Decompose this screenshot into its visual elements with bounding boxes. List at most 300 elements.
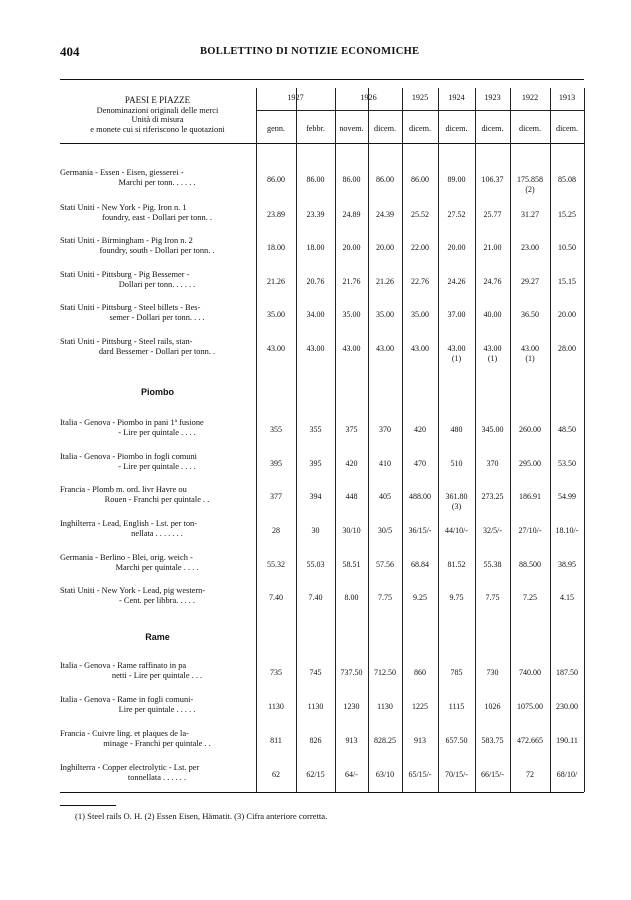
cell-value: 860 bbox=[414, 668, 426, 677]
cell-value: 30 bbox=[311, 526, 320, 535]
month-header: dicem. bbox=[408, 124, 432, 133]
cell-value: 85.08 bbox=[558, 175, 576, 184]
cell-value: 68/10/ bbox=[556, 770, 578, 779]
row-label bbox=[60, 270, 254, 290]
row-label-line2: semer - Dollari per tonn. . . . bbox=[109, 313, 205, 322]
section-rame: Rame bbox=[145, 632, 170, 642]
cell-value: 43.00 bbox=[411, 344, 429, 353]
table-cell bbox=[510, 492, 550, 502]
cell-value: 18.00 bbox=[306, 243, 325, 252]
row-label-line1: Stati Uniti - New York - Pig. Iron n. 1 bbox=[60, 203, 187, 212]
row-label bbox=[60, 729, 254, 749]
table-cell bbox=[368, 770, 402, 780]
month-header: dicem. bbox=[555, 124, 579, 133]
cell-value: 86.00 bbox=[342, 175, 361, 184]
row-label-line1: Inghilterra - Copper electrolytic - Lst. per bbox=[60, 763, 200, 772]
row-label-line2: - Lire per quintale . . . . bbox=[118, 462, 196, 471]
table-cell bbox=[550, 210, 584, 220]
row-label bbox=[60, 553, 254, 573]
table-cell bbox=[402, 344, 438, 354]
cell-value: 470 bbox=[414, 459, 426, 468]
cell-value: 44/10/- bbox=[444, 526, 469, 535]
cell-value: 370 bbox=[486, 459, 499, 468]
table-cell bbox=[256, 310, 296, 320]
cell-value: 448 bbox=[345, 492, 358, 501]
cell-value: 43.00 bbox=[483, 344, 502, 353]
cell-value: 35.00 bbox=[342, 310, 361, 319]
cell-value: 913 bbox=[345, 736, 358, 745]
table-cell bbox=[296, 243, 335, 253]
cell-footnote-ref: (1) bbox=[451, 354, 462, 363]
table-cell bbox=[256, 459, 296, 469]
table-bottom-rule bbox=[60, 792, 584, 793]
cell-value: 28 bbox=[272, 526, 280, 535]
table-cell bbox=[475, 736, 510, 746]
cell-value: 66/15/- bbox=[480, 770, 505, 779]
table-cell bbox=[296, 277, 335, 287]
table-cell bbox=[438, 526, 475, 536]
cell-value: 828.25 bbox=[374, 736, 396, 745]
cell-value: 187.50 bbox=[556, 668, 578, 677]
table-cell bbox=[368, 277, 402, 287]
table-cell bbox=[256, 526, 296, 536]
cell-value: 63/10 bbox=[375, 770, 395, 779]
cell-value: 24.26 bbox=[447, 277, 466, 286]
column-divider bbox=[296, 88, 297, 792]
table-cell bbox=[296, 702, 335, 712]
row-label-line2: foundry, east - Dollari per tonn. . bbox=[102, 213, 212, 222]
header-line3: e monete cui si riferiscono le quotazioni bbox=[90, 125, 225, 134]
table-cell bbox=[550, 277, 584, 287]
table-cell bbox=[475, 425, 510, 435]
cell-value: 37.00 bbox=[447, 310, 466, 319]
cell-value: 43.00 bbox=[342, 344, 361, 353]
cell-value: 785 bbox=[450, 668, 463, 677]
column-divider bbox=[584, 88, 585, 792]
table-cell bbox=[438, 459, 475, 469]
cell-value: 730 bbox=[486, 668, 499, 677]
table-cell bbox=[475, 526, 510, 536]
table-cell bbox=[438, 425, 475, 435]
cell-value: 377 bbox=[270, 492, 282, 501]
cell-value: 81.52 bbox=[447, 560, 466, 569]
row-label bbox=[60, 303, 254, 323]
cell-value: 410 bbox=[379, 459, 391, 468]
cell-value: 30/5 bbox=[377, 526, 393, 535]
cell-value: 35.00 bbox=[411, 310, 429, 319]
row-label-line2: netti - Lire per quintale . . . bbox=[111, 671, 203, 680]
row-label-line2: Marchi per tonn. . . . . . bbox=[118, 178, 196, 187]
table-cell bbox=[256, 277, 296, 287]
cell-value: 36.50 bbox=[521, 310, 539, 319]
table-cell bbox=[256, 344, 296, 354]
cell-value: 18.00 bbox=[267, 243, 285, 252]
table-cell bbox=[550, 175, 584, 185]
table-cell bbox=[438, 492, 475, 512]
table-cell bbox=[335, 277, 368, 287]
cell-value: 1225 bbox=[412, 702, 428, 711]
cell-value: 20.00 bbox=[558, 310, 576, 319]
table-cell bbox=[550, 560, 584, 570]
row-label-line1: Stati Uniti - Birmingham - Pig Iron n. 2 bbox=[60, 236, 193, 245]
header-line1: Denominazioni originali delle merci bbox=[96, 106, 219, 115]
month-header: dicem. bbox=[518, 124, 542, 133]
row-label bbox=[60, 763, 254, 783]
running-head: BOLLETTINO DI NOTIZIE ECONOMICHE bbox=[200, 46, 420, 57]
year-month-divider bbox=[256, 110, 584, 111]
cell-value: 70/15/- bbox=[444, 770, 469, 779]
footnote: (1) Steel rails O. H. (2) Essen Eisen, Hämatit. (3) Cifra anteriore corretta. bbox=[75, 811, 328, 821]
column-divider bbox=[438, 88, 439, 792]
cell-value: 7.75 bbox=[378, 593, 392, 602]
table-cell bbox=[402, 425, 438, 435]
cell-value: 21.76 bbox=[342, 277, 361, 286]
year-header: 1924 bbox=[448, 93, 465, 102]
table-cell bbox=[335, 770, 368, 780]
table-cell bbox=[550, 770, 584, 780]
month-header: dicem. bbox=[481, 124, 504, 133]
table-cell bbox=[296, 492, 335, 502]
row-label-line1: Inghilterra - Lead, English - Lst. per ton- bbox=[60, 519, 197, 528]
table-cell bbox=[550, 526, 584, 536]
cell-value: 186.91 bbox=[519, 492, 541, 501]
cell-value: 1026 bbox=[484, 702, 501, 711]
table-cell bbox=[510, 344, 550, 364]
table-cell bbox=[475, 344, 510, 364]
row-label bbox=[60, 586, 254, 606]
cell-value: 53.50 bbox=[558, 459, 576, 468]
table-cell bbox=[368, 310, 402, 320]
table-cell bbox=[296, 175, 335, 185]
table-cell bbox=[438, 560, 475, 570]
table-cell bbox=[438, 770, 475, 780]
row-label-line2: tonnellata . . . . . . bbox=[127, 773, 187, 782]
row-label-line2: dard Bessemer - Dollari per tonn. . bbox=[98, 347, 216, 356]
cell-value: 355 bbox=[270, 425, 282, 434]
table-cell bbox=[550, 736, 584, 746]
cell-value: 23.89 bbox=[267, 210, 285, 219]
cell-value: 583.75 bbox=[481, 736, 504, 745]
cell-value: 472.665 bbox=[517, 736, 543, 745]
row-label bbox=[60, 168, 254, 188]
row-label-line2: Marchi per quintale . . . . bbox=[115, 563, 199, 572]
row-label-line2: Dollari per tonn. . . . . . bbox=[118, 280, 196, 289]
cell-value: 355 bbox=[309, 425, 322, 434]
cell-value: 106.37 bbox=[481, 175, 504, 184]
table-cell bbox=[402, 560, 438, 570]
table-cell bbox=[550, 702, 584, 712]
cell-value: 15.25 bbox=[558, 210, 576, 219]
cell-value: 88.500 bbox=[519, 560, 541, 569]
table-cell bbox=[296, 310, 335, 320]
column-divider bbox=[368, 88, 369, 792]
cell-value: 4.15 bbox=[560, 593, 574, 602]
table-cell bbox=[510, 175, 550, 195]
cell-value: 27/10/- bbox=[518, 526, 542, 535]
table-cell bbox=[475, 560, 510, 570]
table-cell bbox=[256, 770, 296, 780]
table-cell bbox=[438, 310, 475, 320]
cell-value: 34.00 bbox=[306, 310, 325, 319]
cell-value: 230.00 bbox=[556, 702, 578, 711]
table-cell bbox=[438, 593, 475, 603]
table-cell bbox=[256, 425, 296, 435]
row-label-line1: Francia - Plomb m. ord. livr Havre ou bbox=[60, 485, 187, 494]
cell-value: 21.26 bbox=[267, 277, 285, 286]
row-label bbox=[60, 452, 254, 472]
cell-value: 55.38 bbox=[483, 560, 502, 569]
table-cell bbox=[475, 593, 510, 603]
row-label bbox=[60, 337, 254, 357]
table-cell bbox=[510, 459, 550, 469]
table-cell bbox=[296, 668, 335, 678]
table-cell bbox=[402, 277, 438, 287]
cell-value: 811 bbox=[270, 736, 282, 745]
table-cell bbox=[335, 310, 368, 320]
table-cell bbox=[296, 526, 335, 536]
cell-value: 7.25 bbox=[523, 593, 537, 602]
cell-value: 15.15 bbox=[558, 277, 576, 286]
table-cell bbox=[402, 526, 438, 536]
cell-value: 58.51 bbox=[342, 560, 361, 569]
cell-value: 40.00 bbox=[483, 310, 502, 319]
cell-value: 20.00 bbox=[376, 243, 394, 252]
header-line2: Unità di misura bbox=[131, 115, 184, 124]
row-label-line1: Italia - Genova - Rame in fogli comuni- bbox=[60, 695, 194, 704]
cell-value: 65/15/- bbox=[408, 770, 432, 779]
table-cell bbox=[475, 210, 510, 220]
cell-value: 35.00 bbox=[267, 310, 285, 319]
cell-value: 55.03 bbox=[306, 560, 325, 569]
table-cell bbox=[510, 593, 550, 603]
cell-value: 1075.00 bbox=[517, 702, 543, 711]
cell-value: 657.50 bbox=[445, 736, 468, 745]
column-divider bbox=[335, 88, 336, 792]
year-header: 1925 bbox=[411, 93, 429, 102]
table-cell bbox=[335, 175, 368, 185]
table-cell bbox=[475, 310, 510, 320]
header-rule bbox=[60, 143, 584, 144]
table-cell bbox=[550, 459, 584, 469]
table-cell bbox=[438, 243, 475, 253]
table-cell bbox=[550, 344, 584, 354]
cell-value: 7.75 bbox=[485, 593, 500, 602]
cell-value: 24.39 bbox=[376, 210, 394, 219]
table-cell bbox=[438, 344, 475, 364]
table-cell bbox=[368, 736, 402, 746]
cell-value: 345.00 bbox=[481, 425, 504, 434]
row-label-line1: Italia - Genova - Rame raffinato in pa bbox=[60, 661, 187, 670]
month-header: dicem. bbox=[445, 124, 468, 133]
table-cell bbox=[335, 492, 368, 502]
table-cell bbox=[256, 175, 296, 185]
cell-value: 7.40 bbox=[269, 593, 283, 602]
table-cell bbox=[368, 492, 402, 502]
cell-value: 735 bbox=[270, 668, 282, 677]
cell-value: 62/15 bbox=[306, 770, 325, 779]
cell-value: 86.00 bbox=[306, 175, 325, 184]
table-cell bbox=[256, 668, 296, 678]
cell-value: 86.00 bbox=[376, 175, 394, 184]
column-divider bbox=[402, 88, 403, 792]
table-cell bbox=[335, 560, 368, 570]
table-cell bbox=[368, 526, 402, 536]
row-label bbox=[60, 519, 254, 539]
row-label-line1: Stati Uniti - Pittsburg - Pig Bessemer - bbox=[60, 270, 190, 279]
table-cell bbox=[475, 459, 510, 469]
cell-value: 1130 bbox=[377, 702, 393, 711]
section-piombo: Piombo bbox=[141, 387, 174, 397]
cell-value: 395 bbox=[309, 459, 322, 468]
cell-value: 43.00 bbox=[521, 344, 539, 353]
cell-value: 43.00 bbox=[376, 344, 394, 353]
cell-value: 68.84 bbox=[411, 560, 429, 569]
table-cell bbox=[402, 702, 438, 712]
table-cell bbox=[296, 560, 335, 570]
cell-value: 9.75 bbox=[449, 593, 464, 602]
cell-value: 55.32 bbox=[267, 560, 285, 569]
cell-value: 36/15/- bbox=[408, 526, 432, 535]
column-divider bbox=[475, 88, 476, 792]
cell-value: 38.95 bbox=[558, 560, 576, 569]
table-cell bbox=[368, 425, 402, 435]
cell-value: 62 bbox=[272, 770, 280, 779]
cell-value: 89.00 bbox=[447, 175, 466, 184]
cell-value: 86.00 bbox=[267, 175, 285, 184]
month-header: febbr. bbox=[306, 124, 325, 133]
cell-value: 9.25 bbox=[413, 593, 427, 602]
cell-value: 43.00 bbox=[447, 344, 466, 353]
cell-value: 913 bbox=[414, 736, 426, 745]
cell-value: 420 bbox=[345, 459, 358, 468]
row-label bbox=[60, 236, 254, 256]
cell-value: 394 bbox=[309, 492, 322, 501]
cell-value: 20.76 bbox=[306, 277, 325, 286]
cell-value: 1115 bbox=[448, 702, 465, 711]
cell-value: 57.56 bbox=[376, 560, 394, 569]
cell-value: 29.27 bbox=[521, 277, 539, 286]
table-cell bbox=[402, 243, 438, 253]
table-cell bbox=[510, 310, 550, 320]
table-cell bbox=[402, 668, 438, 678]
top-rule bbox=[60, 79, 584, 80]
table-cell bbox=[510, 243, 550, 253]
cell-value: 175.858 bbox=[517, 175, 543, 184]
cell-value: 745 bbox=[309, 668, 322, 677]
cell-value: 273.25 bbox=[481, 492, 504, 501]
table-cell bbox=[335, 210, 368, 220]
cell-value: 395 bbox=[270, 459, 282, 468]
cell-value: 21.00 bbox=[483, 243, 502, 252]
table-cell bbox=[550, 310, 584, 320]
table-cell bbox=[368, 459, 402, 469]
cell-value: 10.50 bbox=[558, 243, 576, 252]
cell-value: 18.10/- bbox=[555, 526, 579, 535]
table-cell bbox=[296, 736, 335, 746]
table-cell bbox=[550, 243, 584, 253]
table-cell bbox=[402, 770, 438, 780]
row-label bbox=[60, 661, 254, 681]
row-label-line2: minage - Franchi per quintale . . bbox=[103, 739, 211, 748]
cell-value: 405 bbox=[379, 492, 391, 501]
table-cell bbox=[438, 668, 475, 678]
month-header: dicem. bbox=[373, 124, 397, 133]
table-cell bbox=[256, 736, 296, 746]
table-cell bbox=[368, 210, 402, 220]
year-header: 1913 bbox=[558, 93, 576, 102]
table-cell bbox=[296, 770, 335, 780]
row-label-line2: Lire per quintale . . . . . bbox=[118, 705, 196, 714]
table-cell bbox=[510, 702, 550, 712]
cell-value: 86.00 bbox=[411, 175, 429, 184]
table-cell bbox=[438, 175, 475, 185]
table-cell bbox=[335, 702, 368, 712]
table-cell bbox=[550, 425, 584, 435]
cell-value: 24.76 bbox=[483, 277, 502, 286]
row-label bbox=[60, 485, 254, 505]
cell-value: 54.99 bbox=[558, 492, 576, 501]
cell-footnote-ref: (2) bbox=[525, 185, 535, 194]
cell-value: 27.52 bbox=[447, 210, 466, 219]
cell-value: 28.00 bbox=[558, 344, 576, 353]
cell-value: 43.00 bbox=[306, 344, 325, 353]
cell-footnote-ref: (3) bbox=[451, 502, 462, 511]
table-cell bbox=[510, 560, 550, 570]
table-cell bbox=[510, 277, 550, 287]
cell-value: 488.00 bbox=[409, 492, 431, 501]
cell-value: 1130 bbox=[307, 702, 324, 711]
cell-footnote-ref: (1) bbox=[525, 354, 535, 363]
row-label-line1: Italia - Genova - Piombo in fogli comuni bbox=[60, 452, 197, 461]
table-cell bbox=[475, 668, 510, 678]
table-cell bbox=[510, 736, 550, 746]
table-cell bbox=[475, 243, 510, 253]
row-label-line1: Stati Uniti - Pittsburg - Steel billets - Bes- bbox=[60, 303, 201, 312]
table-cell bbox=[256, 210, 296, 220]
table-cell bbox=[475, 702, 510, 712]
cell-value: 32/5/- bbox=[482, 526, 503, 535]
cell-value: 370 bbox=[379, 425, 391, 434]
table-cell bbox=[475, 770, 510, 780]
cell-value: 1130 bbox=[268, 702, 284, 711]
table-cell bbox=[368, 668, 402, 678]
table-cell bbox=[335, 459, 368, 469]
cell-value: 712.50 bbox=[374, 668, 396, 677]
cell-value: 24.89 bbox=[342, 210, 361, 219]
table-cell bbox=[510, 770, 550, 780]
row-label-line2: foundry, south - Dollari per tonn. . bbox=[99, 246, 215, 255]
table-cell bbox=[402, 593, 438, 603]
table-cell bbox=[256, 560, 296, 570]
column-divider bbox=[256, 88, 257, 792]
row-label-line2: - Lire per quintale . . . . bbox=[118, 428, 196, 437]
cell-value: 25.77 bbox=[483, 210, 502, 219]
cell-value: 510 bbox=[450, 459, 463, 468]
table-cell bbox=[296, 459, 335, 469]
table-cell bbox=[335, 425, 368, 435]
cell-value: 48.50 bbox=[558, 425, 576, 434]
table-cell bbox=[335, 668, 368, 678]
table-cell bbox=[550, 668, 584, 678]
table-cell bbox=[368, 243, 402, 253]
table-cell bbox=[402, 492, 438, 502]
cell-value: 23.39 bbox=[306, 210, 325, 219]
cell-value: 737.50 bbox=[340, 668, 363, 677]
table-cell bbox=[296, 425, 335, 435]
table-cell bbox=[438, 277, 475, 287]
cell-value: 72 bbox=[526, 770, 534, 779]
table-cell bbox=[296, 593, 335, 603]
